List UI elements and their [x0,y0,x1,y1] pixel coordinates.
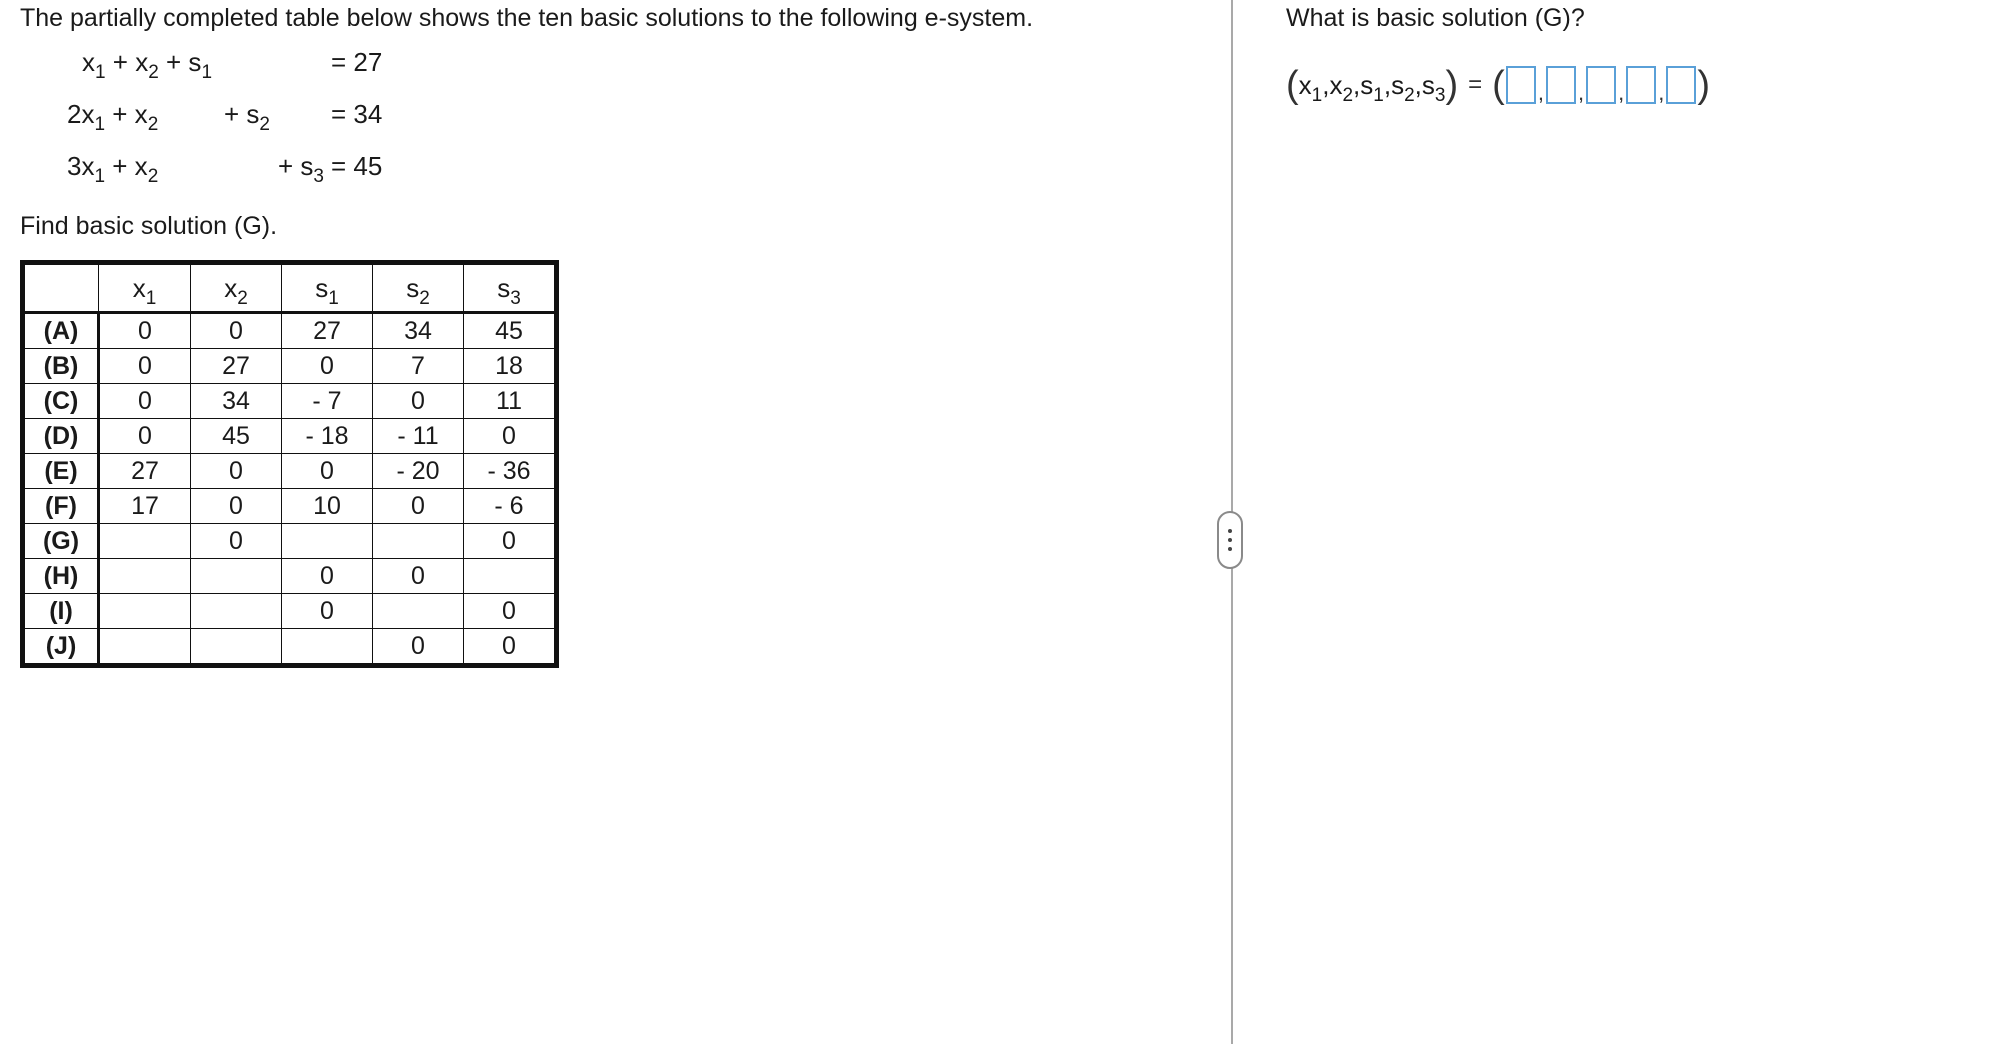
table-cell [282,524,373,559]
answer-input-x1[interactable] [1506,66,1536,104]
row-label: (F) [23,489,99,524]
table-cell: 11 [464,384,557,419]
row-label: (H) [23,559,99,594]
table-cell: 45 [191,419,282,454]
equation-2-lhs-a: $2x_1 + x_2$ [67,99,159,135]
table-cell: 0 [191,313,282,349]
col-header-x2: $x_2$ [191,263,282,313]
table-cell [99,559,191,594]
table-cell: 0 [373,559,464,594]
table-row [23,489,557,524]
table-cell: 0 [99,349,191,384]
equation-2-rhs: = 34 [331,99,383,129]
table-cell [373,594,464,629]
table-cell [191,594,282,629]
table-cell: - 36 [464,454,557,489]
table-cell: 0 [282,454,373,489]
table-cell: 18 [464,349,557,384]
problem-intro: The partially completed table below shows the ten basic solutions to the following e-system. [20,4,1034,32]
row-label: (E) [23,454,99,489]
table-cell: 0 [464,524,557,559]
table-cell: 27 [99,454,191,489]
table-cell: 0 [373,384,464,419]
table-cell: 0 [282,594,373,629]
table-cell: 0 [99,313,191,349]
table-cell [464,559,557,594]
basic-solutions-table [20,260,559,668]
table-cell: 27 [191,349,282,384]
row-label: (I) [23,594,99,629]
table-header-row [23,263,557,313]
equation-3-lhs-a: $3x_1 + x_2$ [67,151,159,187]
table-cell: 34 [191,384,282,419]
comma: , [1658,80,1665,105]
table-cell: 10 [282,489,373,524]
col-header-s1: $s_1$ [282,263,373,313]
table-cell: 0 [373,629,464,666]
table-cell: 0 [191,524,282,559]
table-cell: 0 [282,559,373,594]
row-label: (G) [23,524,99,559]
answer-row [1286,66,1710,104]
table-cell: 27 [282,313,373,349]
table-cell [373,524,464,559]
equation-2-lhs-b: + $s_2$ [224,99,270,135]
table-row [23,384,557,419]
table-cell: 0 [373,489,464,524]
table-cell: 0 [282,349,373,384]
comma: , [1577,80,1585,105]
answer-input-x2[interactable] [1546,66,1576,104]
tuple-vars: $x_1,x_2,s_1,s_2,s_3$ [1298,69,1446,106]
table-cell [99,629,191,666]
handle-dot [1228,529,1232,533]
col-header-s3: $s_3$ [464,263,557,313]
handle-dot [1228,547,1232,551]
row-label: (B) [23,349,99,384]
row-label: (C) [23,384,99,419]
col-header-x1: $x_1$ [99,263,191,313]
equation-3-lhs-b: + $s_3$ [278,151,324,187]
table-row [23,629,557,666]
pane-resize-handle[interactable] [1217,511,1243,569]
find-instruction: Find basic solution (G). [20,212,278,240]
answer-open-paren: ( [1492,64,1505,106]
col-header-s2: $s_2$ [373,263,464,313]
table-cell [99,594,191,629]
answer-input-s1[interactable] [1586,66,1616,104]
table-cell [99,524,191,559]
row-label: (J) [23,629,99,666]
table-row [23,524,557,559]
table-row [23,454,557,489]
equals-sign: = [1468,71,1483,98]
answer-input-s3[interactable] [1666,66,1696,104]
table-row [23,559,557,594]
answer-input-s2[interactable] [1626,66,1656,104]
close-paren: ) [1445,64,1459,106]
table-cell: 0 [99,384,191,419]
table-cell: 0 [464,594,557,629]
comma: , [1618,80,1625,105]
table-cell: 0 [191,454,282,489]
table-row [23,313,557,349]
table-cell: - 11 [373,419,464,454]
row-label: (D) [23,419,99,454]
question-text: What is basic solution (G)? [1286,4,1585,32]
table-cell [191,629,282,666]
table-cell: 0 [464,419,557,454]
table-cell: - 20 [373,454,464,489]
table-cell: - 7 [282,384,373,419]
open-paren: ( [1286,64,1299,106]
table-cell: - 18 [282,419,373,454]
equation-3-rhs: = 45 [331,151,383,181]
table-row [23,419,557,454]
table-cell: 0 [99,419,191,454]
table-cell: 45 [464,313,557,349]
row-label: (A) [23,313,99,349]
equation-1-rhs: = 27 [331,47,383,77]
table-cell: 34 [373,313,464,349]
table-cell [282,629,373,666]
answer-close-paren: ) [1697,64,1710,106]
table-row [23,349,557,384]
table-cell: 0 [464,629,557,666]
equation-1-lhs: $x_1 + x_2 + s_1$ [82,47,213,83]
corner-cell [23,263,99,313]
handle-dot [1228,538,1232,542]
table-row [23,594,557,629]
comma: , [1537,80,1544,105]
table-cell: 17 [99,489,191,524]
table-cell: 0 [191,489,282,524]
table-cell: - 6 [464,489,557,524]
table-cell: 7 [373,349,464,384]
table-cell [191,559,282,594]
